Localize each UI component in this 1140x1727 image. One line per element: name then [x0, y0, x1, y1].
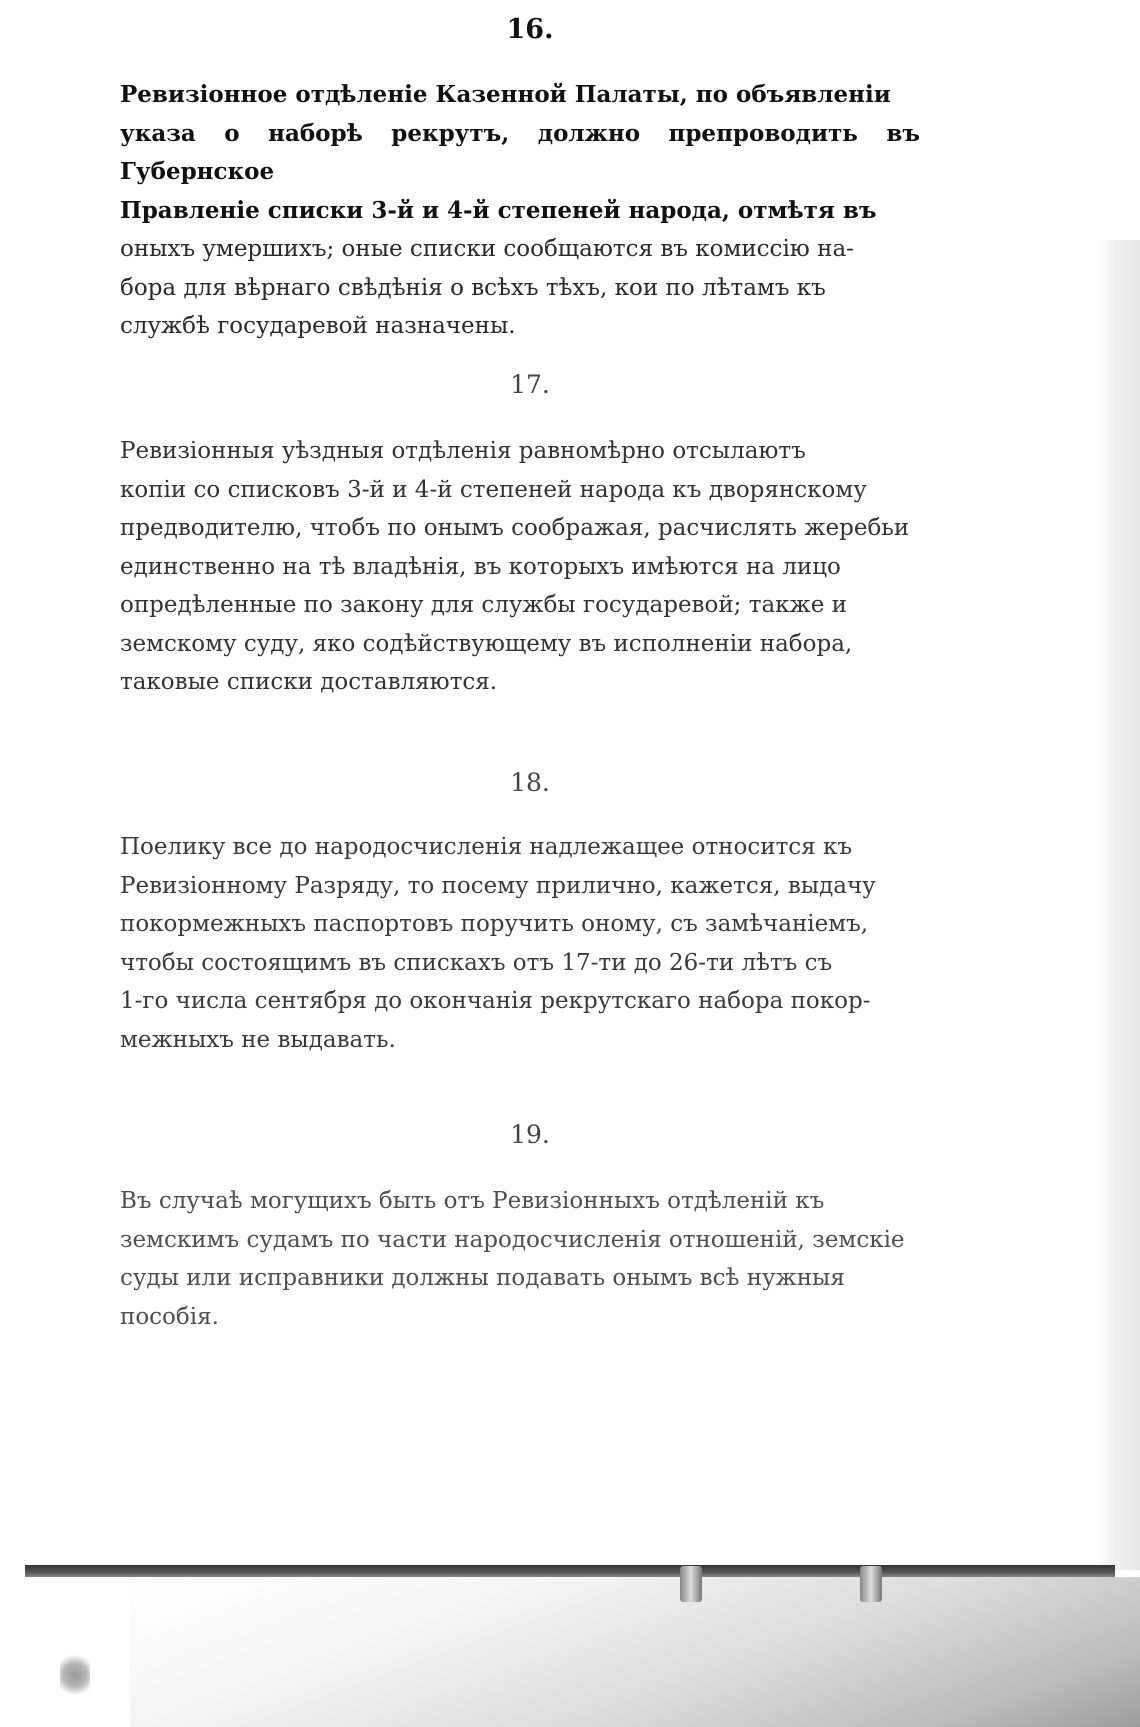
section-number-16: 16. [506, 14, 554, 45]
paragraph-line: Ревизіонное отдѣленіе Казенной Палаты, по объявленіи [120, 81, 891, 108]
binding-clip [860, 1566, 882, 1602]
section-19-paragraph [120, 1182, 920, 1336]
paragraph-line: копіи со списковъ 3-й и 4-й степеней народа къ дворянскому [120, 476, 867, 503]
paragraph-line: предводителю, чтобъ по онымъ соображая, расчислять жеребьи [120, 515, 910, 541]
paragraph-line: Ревизіонному Разряду, то посему прилично, кажется, выдачу [120, 872, 876, 899]
section-number-19: 19. [510, 1120, 550, 1149]
paragraph-line: оныхъ умершихъ; оные списки сообщаются въ комиссію на- [120, 236, 854, 262]
paragraph-line: межныхъ не выдавать. [120, 1026, 396, 1053]
paragraph-line: опредѣленные по закону для службы государевой; также и [120, 592, 847, 618]
paragraph-line: земскому суду, яко содѣйствующему въ исполненіи набора, [120, 630, 853, 657]
paragraph-line: чтобы состоящимъ въ спискахъ отъ 17-ти до 26-ти лѣтъ съ [120, 949, 833, 976]
paragraph-line: земскимъ судамъ по части народосчисленія отношеній, земскіе [120, 1226, 905, 1253]
paragraph-line: Въ случаѣ могущихъ быть отъ Ревизіонныхъ отдѣленій къ [120, 1188, 825, 1214]
scan-speck [60, 1650, 90, 1700]
paragraph-line: пособія. [120, 1303, 219, 1330]
section-18-paragraph [120, 828, 920, 1059]
section-16-paragraph [120, 76, 920, 346]
scanner-edge-bar [25, 1565, 1115, 1577]
paragraph-line: службѣ государевой назначены. [120, 313, 516, 339]
paragraph-line: Правленіе списки 3-й и 4-й степеней народа, отмѣтя въ [120, 196, 877, 224]
paragraph-line: единственно на тѣ владѣнія, въ которыхъ имѣются на лицо [120, 553, 841, 580]
paragraph-line: Поелику все до народосчисленія надлежащее относится къ [120, 834, 853, 860]
paragraph-line: покормежныхъ паспортовъ поручить оному, съ замѣчаніемъ, [120, 911, 869, 937]
paragraph-line: таковые списки доставляются. [120, 669, 498, 695]
section-number-18: 18. [510, 768, 550, 797]
section-17-paragraph [120, 432, 920, 702]
paragraph-line: Ревизіонныя уѣздныя отдѣленія равномѣрно отсылаютъ [120, 438, 806, 464]
paragraph-line: суды или исправники должны подавать онымъ всѣ нужныя [120, 1265, 845, 1291]
paragraph-line: 1-го числа сентября до окончанія рекрутскаго набора покор- [120, 988, 871, 1014]
binding-clip [680, 1566, 702, 1602]
page-edge-shadow [1098, 240, 1140, 1570]
paragraph-line: бора для вѣрнаго свѣдѣнія о всѣхъ тѣхъ, кои по лѣтамъ къ [120, 274, 826, 301]
paragraph-line: указа о наборѣ рекрутъ, должно препроводить въ Губернское [120, 119, 920, 185]
section-number-17: 17. [510, 370, 550, 399]
scanner-shadow [130, 1577, 1140, 1727]
